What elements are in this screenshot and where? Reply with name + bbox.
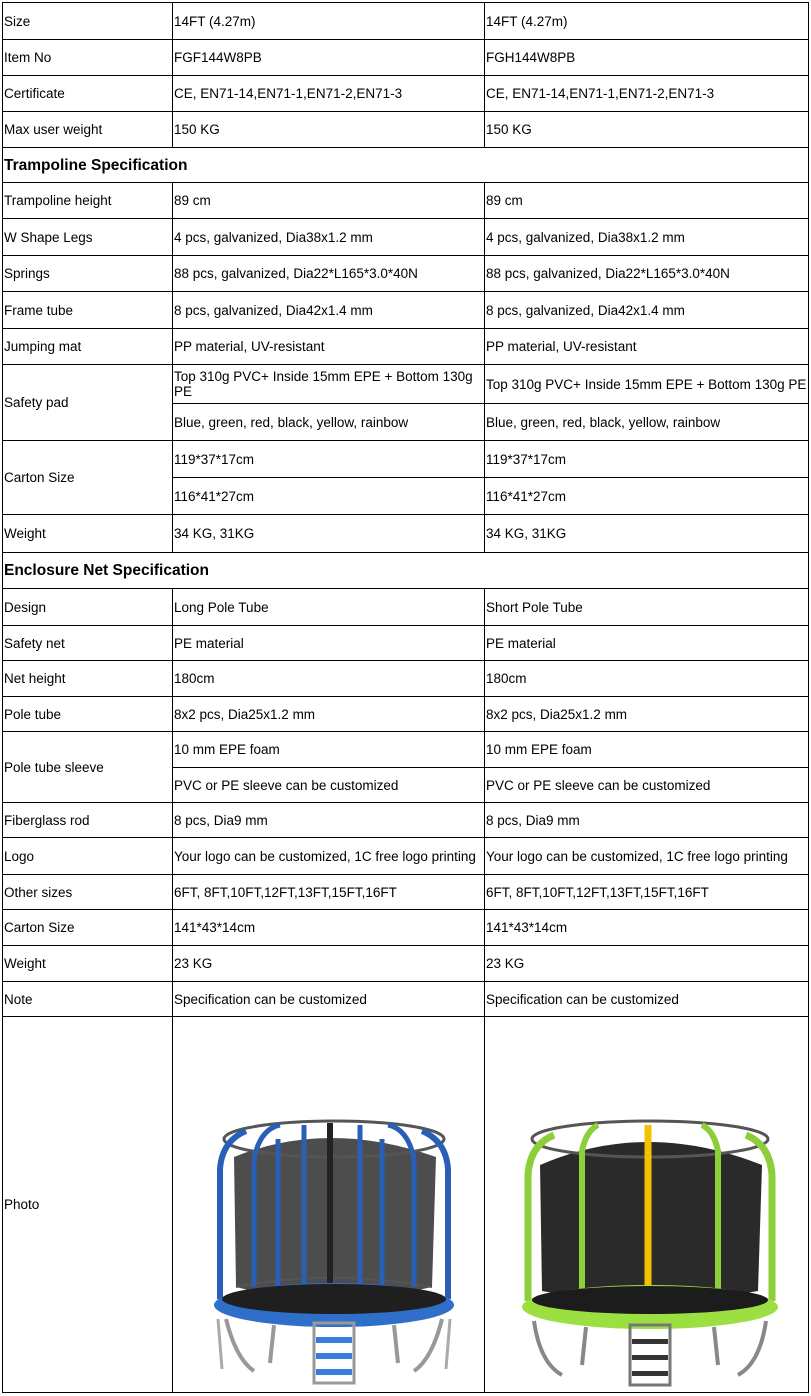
cell-value-a: 8 pcs, galvanized, Dia42x1.4 mm [173,292,485,329]
table-row [3,219,809,256]
cell-value-a: PE material [173,626,485,661]
table-row [3,441,809,478]
cell-value-a: 23 KG [173,946,485,982]
row-label: Jumping mat [3,329,173,365]
row-label: Photo [3,1017,173,1393]
cell-value-b: 34 KG, 31KG [485,515,809,553]
row-label: Weight [3,515,173,553]
table-row [3,697,809,732]
row-label: Size [3,3,173,40]
cell-value-b: 6FT, 8FT,10FT,12FT,13FT,15FT,16FT [485,875,809,910]
row-label: Safety net [3,626,173,661]
cell-value-b: FGH144W8PB [485,40,809,76]
row-label: Fiberglass rod [3,803,173,838]
cell-value-a: 6FT, 8FT,10FT,12FT,13FT,15FT,16FT [173,875,485,910]
cell-value-b: 116*41*27cm [485,478,809,515]
cell-value-a: PVC or PE sleeve can be customized [173,768,485,803]
table-row [3,40,809,76]
section-header-row [3,148,809,183]
row-label: Max user weight [3,112,173,148]
cell-value-a: 14FT (4.27m) [173,3,485,40]
row-label: Pole tube sleeve [3,732,173,803]
trampoline-blue-photo [174,1019,484,1391]
table-row [3,112,809,148]
cell-value-a: Specification can be customized [173,982,485,1017]
cell-value-b: 23 KG [485,946,809,982]
cell-value-a: 8 pcs, Dia9 mm [173,803,485,838]
cell-value-a: 8x2 pcs, Dia25x1.2 mm [173,697,485,732]
cell-value-a: 116*41*27cm [173,478,485,515]
cell-value-b: 180cm [485,661,809,697]
cell-value-a: 4 pcs, galvanized, Dia38x1.2 mm [173,219,485,256]
table-row [3,292,809,329]
table-row [3,589,809,626]
cell-value-b: CE, EN71-14,EN71-1,EN71-2,EN71-3 [485,76,809,112]
cell-value-a: CE, EN71-14,EN71-1,EN71-2,EN71-3 [173,76,485,112]
cell-value-a: 34 KG, 31KG [173,515,485,553]
table-row [3,661,809,697]
row-label: Logo [3,838,173,875]
row-label: Frame tube [3,292,173,329]
row-label: Springs [3,256,173,292]
row-label: Carton Size [3,441,173,515]
cell-value-b: PE material [485,626,809,661]
cell-value-b: Blue, green, red, black, yellow, rainbow [485,404,809,441]
table-row [3,329,809,365]
section-title-enclosure: Enclosure Net Specification [3,553,809,589]
row-label: Design [3,589,173,626]
row-label: Pole tube [3,697,173,732]
row-label: Other sizes [3,875,173,910]
table-row [3,875,809,910]
photo-cell-a [173,1017,485,1393]
cell-value-b: Short Pole Tube [485,589,809,626]
table-row [3,515,809,553]
row-label: W Shape Legs [3,219,173,256]
spec-table [2,2,809,1393]
table-row [3,803,809,838]
cell-value-a: 180cm [173,661,485,697]
cell-value-b: Top 310g PVC+ Inside 15mm EPE + Bottom 130g PE [485,365,809,404]
table-row [3,365,809,404]
row-label: Net height [3,661,173,697]
cell-value-b: 88 pcs, galvanized, Dia22*L165*3.0*40N [485,256,809,292]
cell-value-b: 8x2 pcs, Dia25x1.2 mm [485,697,809,732]
row-label: Item No [3,40,173,76]
cell-value-b: 4 pcs, galvanized, Dia38x1.2 mm [485,219,809,256]
cell-value-b: 8 pcs, galvanized, Dia42x1.4 mm [485,292,809,329]
table-row [3,626,809,661]
cell-value-b: 150 KG [485,112,809,148]
cell-value-b: Your logo can be customized, 1C free logo printing [485,838,809,875]
row-label: Weight [3,946,173,982]
cell-value-b: 141*43*14cm [485,910,809,946]
section-title-trampoline: Trampoline Specification [3,148,809,183]
cell-value-a: Top 310g PVC+ Inside 15mm EPE + Bottom 130g PE [173,365,485,404]
row-label: Safety pad [3,365,173,441]
cell-value-b: PVC or PE sleeve can be customized [485,768,809,803]
table-row [3,838,809,875]
cell-value-a: PP material, UV-resistant [173,329,485,365]
cell-value-a: 150 KG [173,112,485,148]
table-row [3,183,809,219]
trampoline-green-photo [486,1019,808,1391]
cell-value-a: 119*37*17cm [173,441,485,478]
cell-value-b: Specification can be customized [485,982,809,1017]
cell-value-a: 10 mm EPE foam [173,732,485,768]
section-header-row [3,553,809,589]
cell-value-b: 89 cm [485,183,809,219]
cell-value-a: 89 cm [173,183,485,219]
cell-value-b: 119*37*17cm [485,441,809,478]
photo-cell-b [485,1017,809,1393]
cell-value-a: 88 pcs, galvanized, Dia22*L165*3.0*40N [173,256,485,292]
cell-value-a: FGF144W8PB [173,40,485,76]
cell-value-a: Long Pole Tube [173,589,485,626]
table-row [3,982,809,1017]
photo-row [3,1017,809,1393]
cell-value-a: Your logo can be customized, 1C free logo printing [173,838,485,875]
table-row [3,256,809,292]
table-row [3,910,809,946]
table-row [3,76,809,112]
table-row [3,946,809,982]
cell-value-b: 8 pcs, Dia9 mm [485,803,809,838]
row-label: Note [3,982,173,1017]
cell-value-b: 14FT (4.27m) [485,3,809,40]
cell-value-a: Blue, green, red, black, yellow, rainbow [173,404,485,441]
cell-value-b: 10 mm EPE foam [485,732,809,768]
table-row [3,3,809,40]
photo-box-b [486,1019,807,1391]
table-row [3,732,809,768]
photo-box-a [174,1019,483,1391]
cell-value-a: 141*43*14cm [173,910,485,946]
cell-value-b: PP material, UV-resistant [485,329,809,365]
row-label: Carton Size [3,910,173,946]
row-label: Certificate [3,76,173,112]
row-label: Trampoline height [3,183,173,219]
